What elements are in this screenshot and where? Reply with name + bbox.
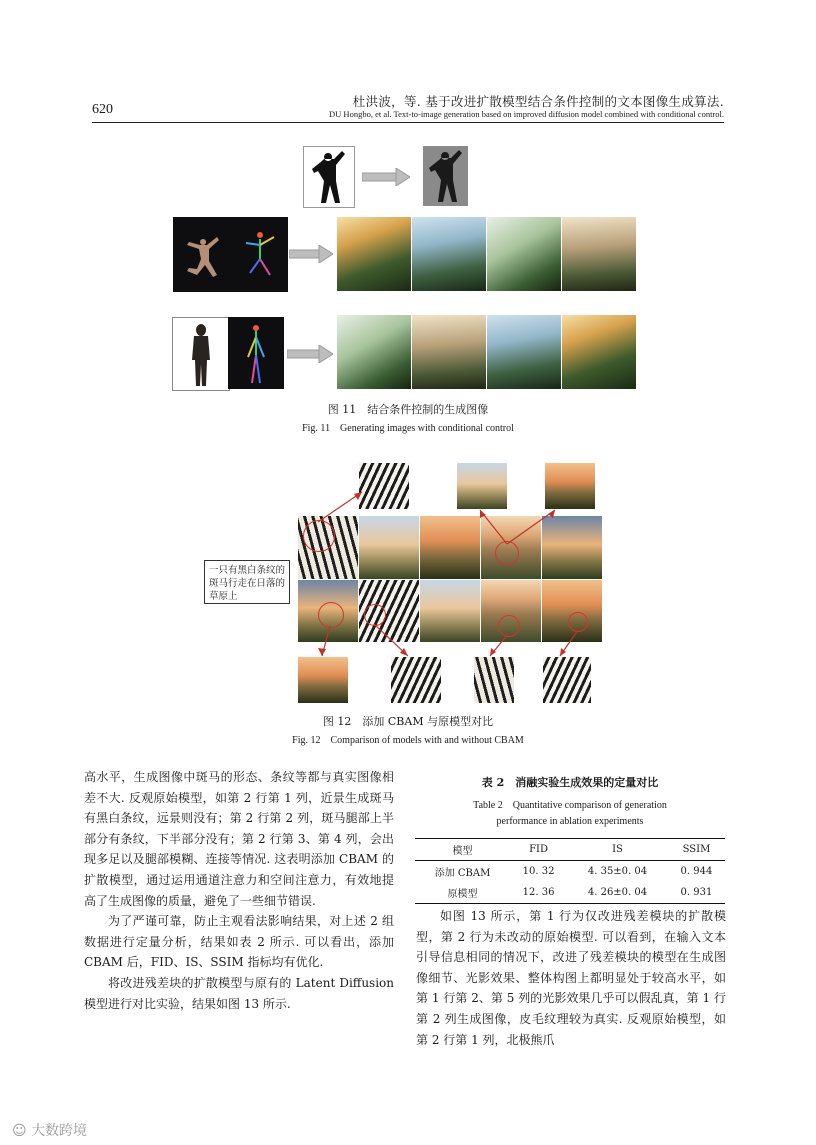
page-number: 620 — [92, 102, 113, 117]
arrow-icon — [289, 245, 333, 263]
detail-crop-bottom-1 — [298, 657, 348, 703]
table-cell: 原模型 — [447, 889, 478, 900]
table-header-row — [415, 839, 725, 861]
header-rule — [92, 122, 724, 123]
figure-12-caption-en: Fig. 12 Comparison of models with and without CBAM — [292, 735, 524, 746]
table-cell: 添加 CBAM — [434, 868, 491, 879]
table-2-title-en-2: performance in ablation experiments — [496, 816, 644, 827]
standing-skeleton — [228, 317, 284, 389]
pose-silhouette-input — [303, 146, 355, 208]
table-cell: 4. 35±0. 04 — [587, 866, 648, 877]
generated-dancer-1 — [337, 217, 411, 291]
standing-woman-photo — [172, 317, 230, 391]
watermark-logo — [12, 1120, 87, 1140]
table-2-title-en-1: Table 2 Quantitative comparison of generation — [473, 800, 667, 811]
table-cell: 0. 944 — [680, 866, 713, 877]
body-paragraph: 将改进残差块的扩散模型与原有的 Latent Diffusion 模型进行对比实验，结果如图 13 所示. — [84, 975, 394, 1011]
table-row — [415, 882, 725, 904]
detail-crop-bottom-4 — [543, 657, 591, 703]
table-header: FID — [529, 844, 549, 855]
table-header: 模型 — [452, 846, 473, 857]
body-paragraph: 如图 13 所示，第 1 行为仅改进残差模块的扩散模型，第 2 行为未改动的原始模型. 可以看到，在输入文本引导信息相同的情况下，改进了残差模块的模型在生成图像细节、光影效果、整体构图上都明显处于较高水平，如第 1 行第 2、第 5 列的光影效果几乎可以假乱真，第 1 行第 2 列生成图像，皮毛纹理较为真实. 反观原始模型，如第 2 行第 1 列，北极熊爪 — [416, 909, 726, 1047]
detail-crop-bottom-2 — [391, 657, 441, 703]
arrow-icon — [287, 345, 333, 363]
generated-person-3 — [487, 315, 561, 389]
table-2-title-cn: 表 2 消融实验生成效果的定量对比 — [481, 776, 659, 789]
body-paragraph: 为了严谨可靠，防止主观看法影响结果，对上述 2 组数据进行定量分析，结果如表 2 所示. 可以看出，添加 CBAM 后，FID、IS、SSIM 指标均有优化. — [84, 914, 394, 970]
pose-output-image — [423, 146, 468, 206]
watermark-icon: ☺ — [12, 1123, 27, 1139]
generated-dancer-2 — [412, 217, 486, 291]
generated-person-1 — [337, 315, 411, 389]
watermark-text: 大数跨境 — [31, 1123, 88, 1139]
table-header: IS — [612, 844, 623, 855]
table-cell: 10. 32 — [522, 866, 555, 877]
figure-12-caption-cn: 图 12 添加 CBAM 与原模型对比 — [322, 715, 494, 728]
body-paragraph: 高水平，生成图像中斑马的形态、条纹等都与真实图像相差不大. 反观原始模型，如第 2 行第 1 列，近景生成斑马有黑白条纹，远景则没有；第 2 行第 2 列，斑马腿部上半部分有条纹，下半部分没有；第 2 行第 3、第 4 列，会出现多足以及腿部模糊、连接等情况. 这表明添加 CBAM 的扩散模型，通过运用通道注意力和空间注意力，有效地提高了生成图像的质量，避免了一些细节错误. — [84, 770, 394, 908]
table-header: SSIM — [682, 844, 711, 855]
table-cell: 0. 931 — [680, 887, 713, 898]
left-column — [84, 767, 394, 1014]
text-prompt-box: 一只有黑白条纹的斑马行走在日落的草原上 — [204, 560, 290, 604]
running-title-en: DU Hongbo, et al. Text-to-image generation based on improved diffusion model combined with conditional control. — [329, 109, 724, 119]
generated-person-4 — [562, 315, 636, 389]
table-2 — [415, 838, 725, 904]
arrow-icon — [362, 168, 410, 186]
generated-dancer-3 — [487, 217, 561, 291]
running-title-cn: 杜洪波，等. 基于改进扩散模型结合条件控制的文本图像生成算法. — [352, 94, 724, 109]
table-cell: 4. 26±0. 04 — [587, 887, 648, 898]
right-column — [416, 906, 726, 1050]
table-row — [415, 861, 725, 883]
figure-11-caption-en: Fig. 11 Generating images with conditional control — [302, 423, 514, 434]
dancer-skeleton — [230, 217, 288, 292]
detail-crop-bottom-3 — [474, 657, 514, 703]
dancer-photo — [173, 217, 230, 292]
generated-dancer-4 — [562, 217, 636, 291]
figure-11-caption-cn: 图 11 结合条件控制的生成图像 — [327, 403, 489, 416]
generated-person-2 — [412, 315, 486, 389]
table-cell: 12. 36 — [522, 887, 555, 898]
